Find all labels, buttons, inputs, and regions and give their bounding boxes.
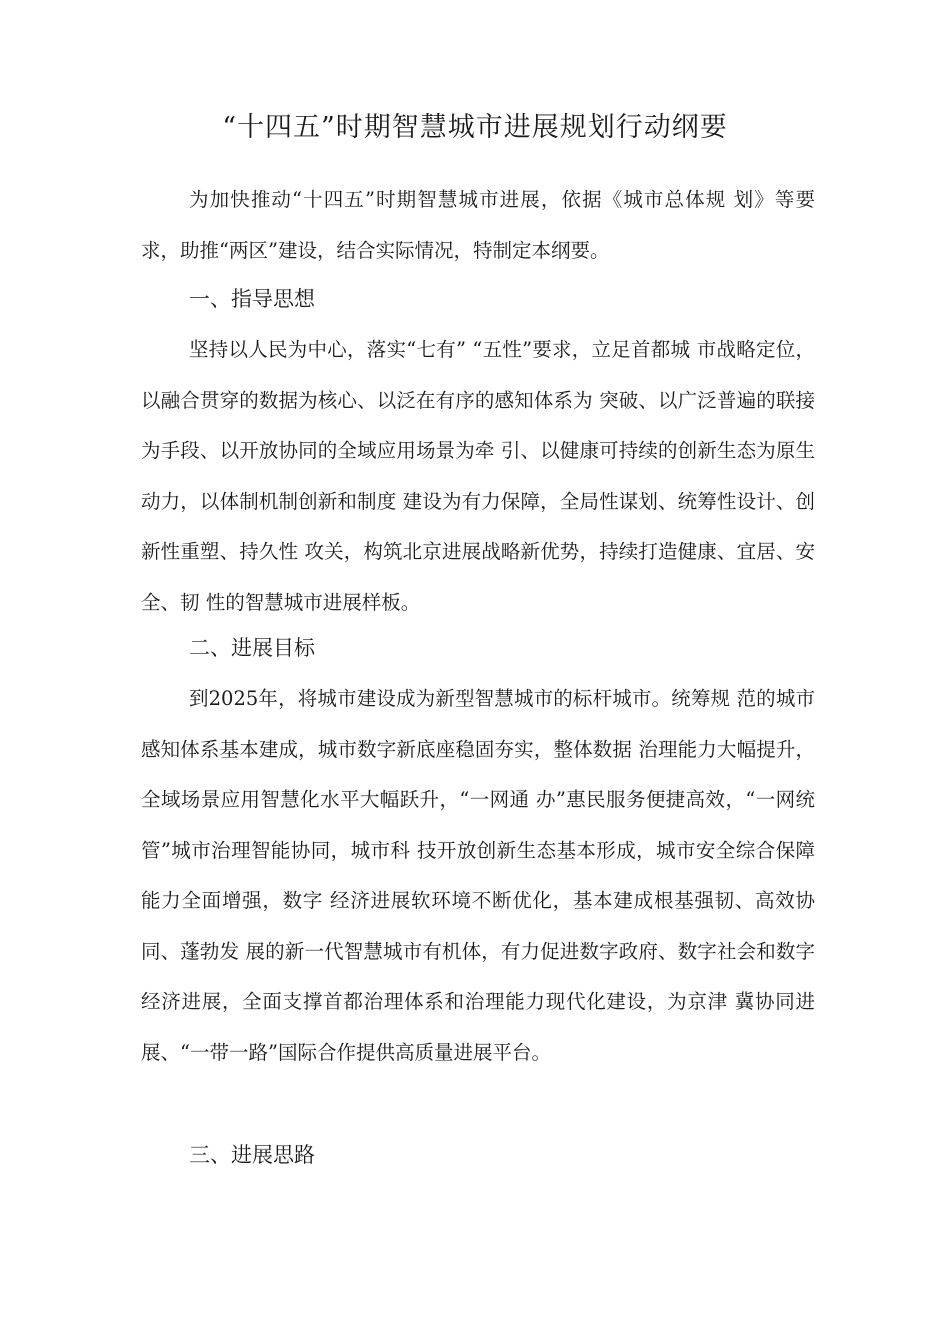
section-heading-development-approach: 三、进展思路 [189,1143,315,1167]
intro-paragraph: 为加快推动“十四五”时期智慧城市进展，依据《城市总体规 划》等要求，助推“两区”建设，结合实际情况，特制定本纲要。 [141,188,815,262]
section-body-guiding-thought: 坚持以人民为中心，落实“七有” “五性”要求，立足首都城 市战略定位，以融合贯穿的数据为核心、以泛在有序的感知体系为 突破、以广泛普遍的联接为手段、以开放协同的全域应用场景为牵 引、以健康可持续的创新生态为原生动力，以体制机制创新和制度 建设为有力保障，全局性谋划、统筹性设计、创新性重塑、持久性 攻关，构筑北京进展战略新优势，持续打造健康、宜居、安全、韧 性的智慧城市进展样板。 [141,338,815,614]
section-body-development-goals: 到2025年，将城市建设成为新型智慧城市的标杆城市。统筹规 范的城市感知体系基本建成，城市数字新底座稳固夯实，整体数据 治理能力大幅提升，全域场景应用智慧化水平大幅跃升，“一网通 办”惠民服务便捷高效，“一网统管”城市治理智能协同，城市科 技开放创新生态基本形成，城市安全综合保障能力全面增强，数字 经济进展软环境不断优化，基本建成根基强韧、高效协同、蓬勃发 展的新一代智慧城市有机体，有力促进数字政府、数字社会和数字 经济进展，全面支撑首都治理体系和治理能力现代化建设，为京津 冀协同进展、“一带一路”国际合作提供高质量进展平台。 [141,687,815,1064]
section-heading-guiding-thought: 一、指导思想 [189,287,315,311]
document-title: “十四五”时期智慧城市进展规划行动纲要 [222,112,728,143]
section-heading-development-goals: 二、进展目标 [189,636,315,660]
